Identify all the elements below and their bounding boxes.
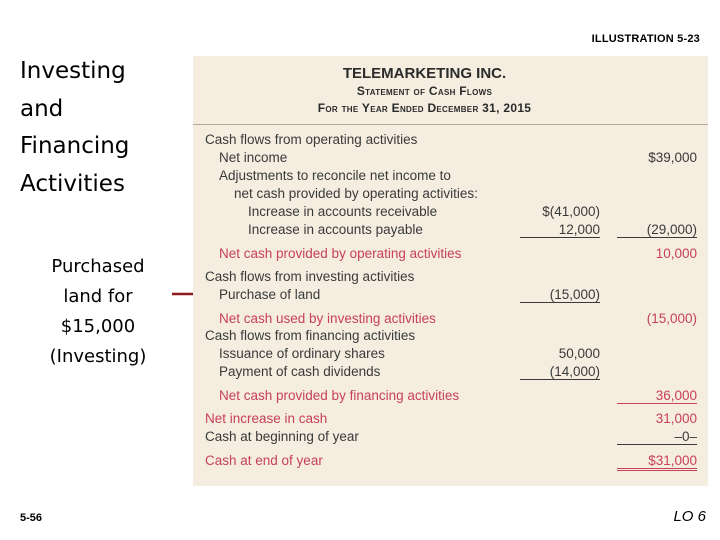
illustration-label: ILLUSTRATION 5-23 bbox=[591, 33, 700, 45]
statement-company: TELEMARKETING INC. bbox=[342, 65, 507, 82]
statement-row-amount: (15,000) bbox=[520, 287, 600, 303]
statement-row-label: Increase in accounts receivable bbox=[248, 204, 438, 219]
statement-row-label: Cash flows from financing activities bbox=[205, 328, 416, 343]
statement-row-label: Net increase in cash bbox=[205, 411, 328, 426]
statement-row-amount: (14,000) bbox=[520, 364, 600, 380]
slide-title bbox=[20, 53, 180, 203]
statement-row-amount: 31,000 bbox=[655, 411, 697, 426]
statement-period: For the Year Ended December 31, 2015 bbox=[317, 101, 532, 115]
statement-row-label: Issuance of ordinary shares bbox=[219, 346, 385, 361]
header-divider bbox=[193, 124, 708, 125]
slide-number: 5-56 bbox=[20, 512, 43, 524]
cash-flow-statement bbox=[193, 56, 708, 486]
statement-title: Statement of Cash Flows bbox=[356, 84, 493, 98]
statement-row-amount: 12,000 bbox=[520, 222, 600, 238]
statement-row-amount: $39,000 bbox=[648, 150, 697, 165]
annotation-line: (Investing) bbox=[49, 346, 147, 367]
statement-row-amount: 36,000 bbox=[617, 388, 697, 404]
annotation-line: land for bbox=[63, 286, 133, 307]
statement-row-label: Increase in accounts payable bbox=[248, 222, 423, 237]
statement-row-amount: (15,000) bbox=[646, 311, 697, 326]
annotation-line: $15,000 bbox=[60, 316, 136, 337]
statement-row-label: Cash flows from investing activities bbox=[205, 269, 415, 284]
statement-row-amount: (29,000) bbox=[617, 222, 697, 238]
statement-row-amount: 50,000 bbox=[558, 346, 600, 361]
statement-row-label: Payment of cash dividends bbox=[219, 364, 381, 379]
statement-row-label: Cash flows from operating activities bbox=[205, 132, 418, 147]
annotation-line: Purchased bbox=[51, 256, 145, 277]
statement-row-label: Net cash used by investing activities bbox=[219, 311, 436, 326]
statement-row-amount: $31,000 bbox=[617, 453, 697, 471]
statement-row-label: net cash provided by operating activities: bbox=[234, 186, 478, 201]
statement-row-label: Net cash provided by financing activities bbox=[219, 388, 460, 403]
statement-row-amount: $(41,000) bbox=[542, 204, 600, 219]
statement-row-label: Cash at beginning of year bbox=[205, 429, 359, 444]
statement-row-amount: –0– bbox=[617, 429, 697, 445]
statement-row-label: Cash at end of year bbox=[205, 453, 323, 468]
learning-objective: LO 6 bbox=[673, 508, 706, 525]
statement-row-label: Net cash provided by operating activities bbox=[219, 246, 462, 261]
annotation-note bbox=[36, 252, 160, 372]
slide-title-line: Activities bbox=[20, 170, 125, 197]
statement-row-label: Net income bbox=[219, 150, 288, 165]
statement-row-label: Adjustments to reconcile net income to bbox=[219, 168, 451, 183]
slide-title-line: Financing bbox=[20, 133, 130, 159]
statement-row-label: Purchase of land bbox=[219, 287, 321, 302]
slide-title-line: Investing bbox=[20, 58, 126, 84]
slide-title-line: and bbox=[20, 95, 64, 122]
statement-row-amount: 10,000 bbox=[655, 246, 697, 261]
